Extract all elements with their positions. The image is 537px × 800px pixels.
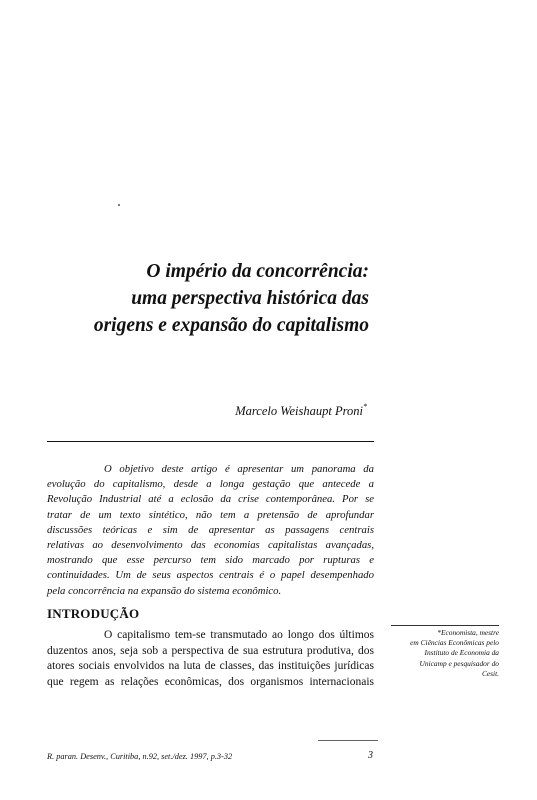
abstract-line: continuidades. Um de seus aspectos centrais é o papel desempenhado bbox=[47, 569, 374, 582]
abstract-line: evolução do capitalismo, desde a longa gestação que antecede a bbox=[47, 478, 374, 491]
body-line: duzentos anos, seja sob a perspectiva de sua estrutura produtiva, dos bbox=[47, 644, 374, 657]
body-line: atores sociais envolvidos na luta de classes, das instituições jurídicas bbox=[47, 660, 374, 672]
title-line-2: uma perspectiva histórica das bbox=[131, 288, 369, 309]
author-line bbox=[235, 403, 367, 419]
footnote-line: em Ciências Econômicas pelo bbox=[410, 638, 499, 648]
abstract-line: relativas ao desenvolvimento das economias capitalistas avançadas, bbox=[47, 539, 374, 552]
article-title bbox=[94, 258, 369, 339]
footnote-line: Cesit. bbox=[481, 668, 499, 678]
stray-mark bbox=[118, 204, 120, 206]
abstract-divider bbox=[47, 441, 374, 442]
body-text bbox=[47, 628, 374, 690]
abstract-line: tratar de um texto sintético, não tem a pretensão de aprofundar bbox=[47, 508, 374, 521]
title-line-3: origens e expansão do capitalismo bbox=[93, 315, 369, 336]
footnote-line: Unicamp e pesquisador do bbox=[419, 658, 499, 668]
abstract-line: pela concorrência na expansão do sistema econômico. bbox=[47, 584, 282, 597]
abstract-line: O objetivo deste artigo é apresentar um panorama da bbox=[104, 463, 374, 475]
abstract-line: discussões teóricas e sim de apresentar as passagens centrais bbox=[47, 523, 374, 536]
abstract bbox=[47, 462, 374, 599]
author-footnote bbox=[389, 626, 499, 679]
body-line: que regem as relações econômicas, dos organismos internacionais bbox=[47, 675, 374, 688]
author-name: Marcelo Weishaupt Proni bbox=[235, 404, 363, 419]
page-number: 3 bbox=[368, 750, 373, 761]
section-heading: INTRODUÇÃO bbox=[47, 606, 140, 621]
journal-citation: R. paran. Desenv., Curitiba, n.92, set./dez. 1997, p.3-32 bbox=[47, 752, 233, 761]
author-footnote-mark: * bbox=[363, 402, 367, 411]
abstract-line: mostrando que esse percurso tem sido marcado por rupturas e bbox=[47, 554, 374, 567]
title-line-1: O império da concorrência: bbox=[146, 261, 369, 282]
abstract-line: Revolução Industrial até a eclosão da crise contemporânea. Por se bbox=[47, 493, 374, 506]
footnote-line: *Economista, mestre bbox=[437, 628, 499, 637]
body-line: O capitalismo tem-se transmutado ao longo dos últimos bbox=[104, 629, 374, 641]
footer-divider bbox=[318, 740, 378, 741]
footnote-line: Instituto de Economia da bbox=[424, 648, 499, 658]
